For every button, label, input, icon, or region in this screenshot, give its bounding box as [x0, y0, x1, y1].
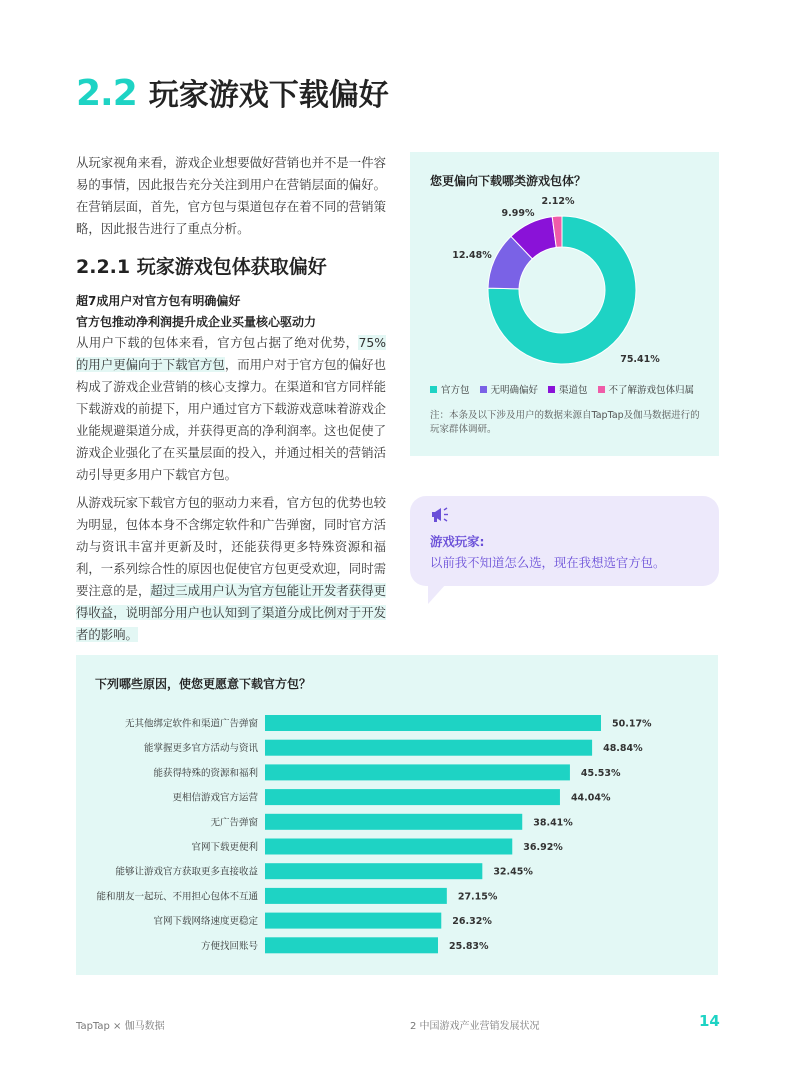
bar-category-label: 方便找回账号 [200, 940, 258, 952]
donut-value-label: 2.12% [541, 196, 575, 207]
quote-label: 游戏玩家: [430, 534, 485, 549]
donut-value-label: 12.48% [452, 250, 492, 261]
bar-category-label: 能掌握更多官方活动与资讯 [143, 743, 258, 755]
bar-value-label: 36.92% [523, 842, 563, 853]
bar-category-label: 能够让游戏官方获取更多直接收益 [115, 866, 258, 878]
bar-category-label: 更相信游戏官方运营 [172, 792, 258, 804]
bar [265, 913, 441, 929]
legend-swatch [430, 386, 437, 393]
bar-value-label: 26.32% [452, 916, 492, 928]
quote-bubble-tail [428, 584, 446, 604]
paragraph-3-pre: 从游戏玩家下载官方包的驱动力来看，官方包的优势也较为明显，包体本身不含绑定软件和广告弹窗，同时官方活动与资讯丰富并更新及时，还能获得更多特殊资源和福利，一系列综合性的原因也促使官方包更受欢迎，同时需要注意的是， [76, 495, 386, 598]
paragraph-2-highlight: 75%的用户更偏向于下载官方包 [76, 335, 386, 372]
donut-chart [410, 152, 719, 382]
donut-legend [430, 382, 694, 396]
bar [265, 814, 522, 830]
bar-value-label: 48.84% [603, 743, 643, 755]
bar [265, 715, 601, 731]
bar-category-label: 无广告弹窗 [210, 817, 258, 829]
donut-legend-item [598, 382, 695, 396]
paragraph-2-post: ，而用户对于官方包的偏好也构成了游戏企业营销的核心支撑力。在渠道和官方同样能下载游戏的前提下，用户通过官方下载游戏意味着游戏企业能规避渠道分成，并获得更高的净利润率。这也促使了游戏企业强化了在买量层面的投入，并通过相关的营销活动引导更多用户下载官方包。 [76, 357, 387, 482]
bar [265, 888, 447, 904]
subhead-1: 超7成用户对官方包有明确偏好 [76, 294, 241, 308]
bar [265, 839, 512, 855]
subsection-title: 2.2.1 玩家游戏包体获取偏好 [76, 256, 327, 278]
bar [265, 740, 592, 756]
bar-value-label: 32.45% [493, 866, 533, 878]
legend-swatch [598, 386, 605, 393]
paragraph-3-highlight: 超过三成用户认为官方包能让开发者获得更得收益，说明部分用户也认知到了渠道分成比例对于开发者的影响。 [76, 583, 387, 642]
paragraph-3 [76, 492, 386, 646]
page-title [76, 70, 389, 114]
bar-value-label: 44.04% [570, 792, 611, 804]
page-number: 14 [699, 1012, 720, 1030]
bar-value-label: 27.15% [457, 891, 498, 903]
bar-chart-title: 下列哪些原因，使您更愿意下载官方包？ [95, 677, 312, 691]
bar [265, 937, 438, 953]
quote-text: 以前我不知道怎么选，现在我想选官方包。 [430, 555, 666, 570]
legend-label: 渠道包 [559, 385, 588, 396]
bar-category-label: 能和朋友一起玩、不用担心包体不互通 [96, 891, 258, 903]
bar-chart [76, 655, 718, 975]
legend-label: 无明确偏好 [490, 385, 539, 396]
bar-category-label: 官网下载网络速度更稳定 [153, 916, 258, 928]
bar-value-label: 45.53% [580, 767, 621, 779]
paragraph-2 [76, 332, 386, 486]
bar-value-label: 38.41% [533, 817, 573, 829]
bar-category-label: 官网下载更便利 [191, 842, 258, 853]
donut-value-label: 9.99% [501, 208, 535, 219]
bar-value-label: 50.17% [612, 718, 652, 730]
donut-legend-item [430, 382, 470, 396]
section-title: 玩家游戏下载偏好 [148, 78, 389, 113]
megaphone-icon [430, 506, 454, 524]
footer-chapter: 2 中国游戏产业营销发展状况 [410, 1021, 540, 1032]
donut-legend-item [548, 382, 588, 396]
legend-label: 官方包 [441, 385, 470, 396]
bar-chart-panel [76, 655, 718, 975]
legend-label: 不了解游戏包体归属 [608, 385, 695, 396]
donut-chart-title: 您更偏向下载哪类游戏包体？ [430, 174, 587, 188]
section-number: 2.2 [76, 73, 137, 114]
paragraph-2-pre: 从用户下载的包体来看，官方包占据了绝对优势， [76, 335, 359, 350]
donut-legend-item [480, 382, 539, 396]
quote-bubble [410, 496, 719, 586]
footer-brand: TapTap × 伽马数据 [76, 1021, 165, 1032]
bar [265, 789, 560, 805]
donut-note: 注：本条及以下涉及用户的数据来源自TapTap及伽马数据进行的玩家群体调研。 [430, 410, 700, 435]
donut-chart-panel [410, 152, 719, 456]
legend-swatch [548, 386, 555, 393]
bar-category-label: 能获得特殊的资源和福利 [153, 767, 258, 779]
bar [265, 764, 570, 780]
bar-category-label: 无其他绑定软件和渠道广告弹窗 [124, 718, 258, 730]
subhead-2: 官方包推动净利润提升成企业买量核心驱动力 [76, 315, 317, 329]
donut-value-label: 75.41% [620, 354, 660, 365]
intro-paragraph: 从玩家视角来看，游戏企业想要做好营销也并不是一件容易的事情，因此报告充分关注到用户在营销层面的偏好。在营销层面，首先，官方包与渠道包存在着不同的营销策略，因此报告进行了重点分析。 [76, 155, 386, 236]
bar [265, 863, 482, 879]
legend-swatch [480, 386, 487, 393]
bar-value-label: 25.83% [448, 940, 489, 952]
